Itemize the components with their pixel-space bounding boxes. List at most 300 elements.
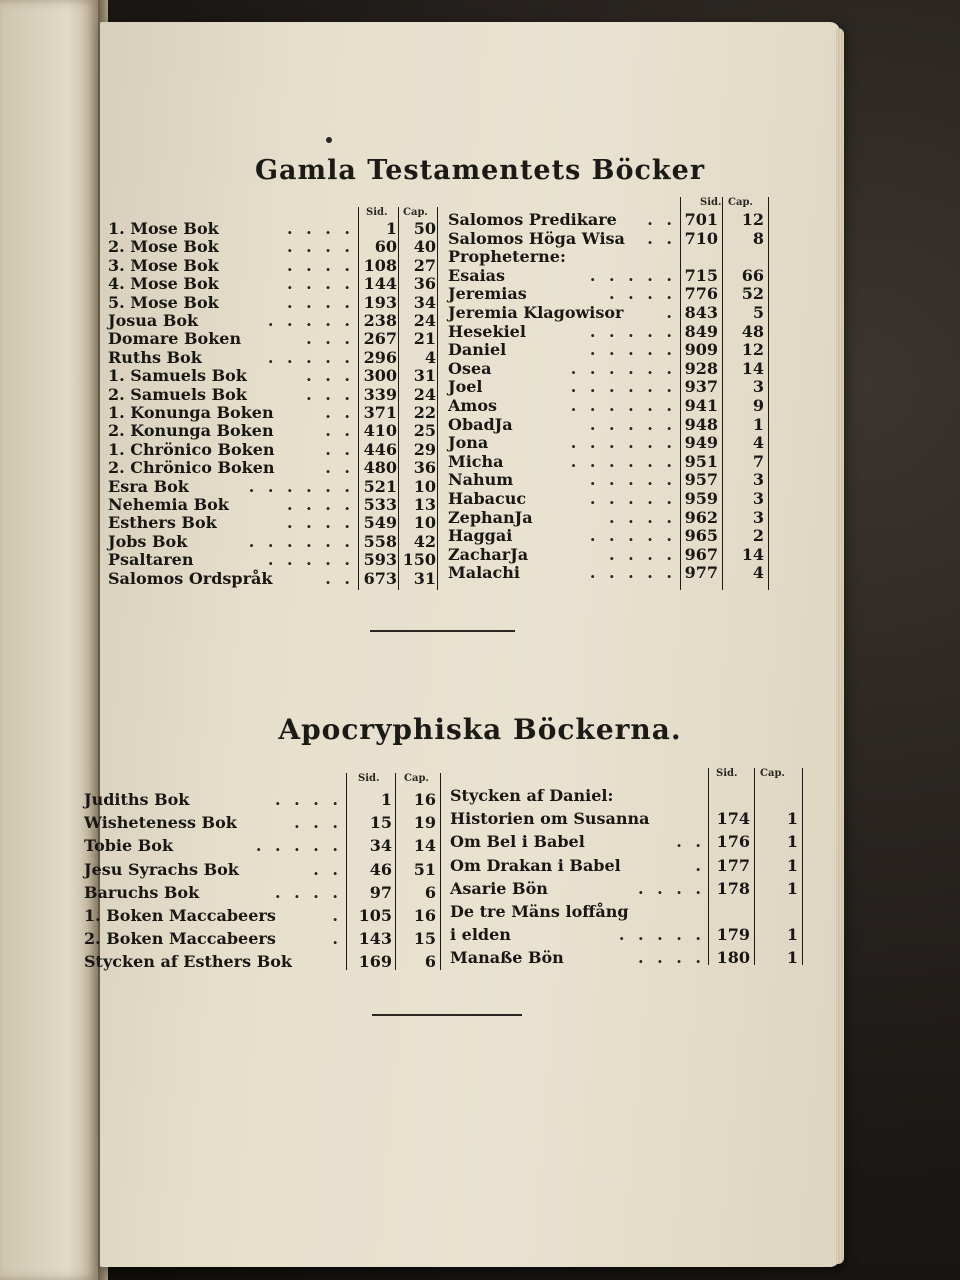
chapter-count: 21 xyxy=(413,329,436,349)
ot-right-cap-header: Cap. xyxy=(728,197,753,208)
book-name: 2. Chrönico Boken xyxy=(108,458,275,478)
table-row xyxy=(450,902,810,922)
table-row xyxy=(108,550,438,570)
table-row xyxy=(450,879,810,899)
table-row xyxy=(450,786,810,806)
page-number: 959 xyxy=(684,489,718,508)
table-row xyxy=(448,396,778,416)
leader-dots: . . . . . xyxy=(589,563,676,583)
book-name: ZacharJa xyxy=(448,544,529,564)
chapter-count: 6 xyxy=(424,882,436,902)
chapter-count: 36 xyxy=(413,458,436,478)
leader-dots: . . . xyxy=(294,813,342,833)
page-number: 937 xyxy=(684,377,718,397)
ot-left-rule-2 xyxy=(398,207,399,590)
leader-dots: . . . . . . xyxy=(248,531,354,551)
table-row xyxy=(448,359,778,379)
book-name: ObadJa xyxy=(448,414,513,434)
table-row xyxy=(448,377,778,397)
table-row xyxy=(108,477,438,497)
chapter-count: 36 xyxy=(413,274,436,294)
table-row xyxy=(448,545,778,565)
table-row xyxy=(448,415,778,435)
book-name: Judiths Bok xyxy=(84,790,190,809)
chapter-count: 13 xyxy=(413,495,436,514)
leader-dots: . . . . . . xyxy=(570,377,676,397)
section-divider-1 xyxy=(370,630,515,632)
chapter-count: 1 xyxy=(786,832,798,852)
leader-dots: . . . . xyxy=(287,255,354,275)
book-name: Manaße Bön xyxy=(450,948,564,968)
chapter-count: 3 xyxy=(752,377,764,397)
page-number: 174 xyxy=(716,809,750,829)
page-number: 267 xyxy=(363,329,397,349)
book-name: Jesu Syrachs Bok xyxy=(84,859,239,879)
leader-dots: . . . . . . xyxy=(248,476,354,496)
page-number: 1 xyxy=(385,219,397,238)
leader-dots: . . xyxy=(325,458,354,478)
page-number: 776 xyxy=(684,284,718,304)
book-name: Psaltaren xyxy=(108,550,194,570)
table-row xyxy=(448,563,778,583)
chapter-count: 31 xyxy=(413,568,436,588)
book-name: Hesekiel xyxy=(448,321,526,341)
apo-right-rule-2 xyxy=(754,768,755,965)
book-name: Ruths Bok xyxy=(108,347,202,367)
page-number: 60 xyxy=(374,237,397,257)
book-name: Esthers Bok xyxy=(108,513,217,533)
chapter-count: 1 xyxy=(752,414,764,434)
page-number: 105 xyxy=(358,906,392,925)
chapter-count: 40 xyxy=(413,237,436,257)
page-number: 593 xyxy=(363,550,397,570)
page-number: 446 xyxy=(363,439,397,459)
book-name: Haggai xyxy=(448,526,513,546)
book-name: Osea xyxy=(448,358,492,378)
page-number: 176 xyxy=(716,832,750,852)
book-name: Tobie Bok xyxy=(84,836,174,856)
page-number: 549 xyxy=(363,513,397,533)
leader-dots: . . . . xyxy=(638,878,705,898)
book-name: Jobs Bok xyxy=(108,531,188,551)
leader-dots: . . . . xyxy=(287,513,354,533)
leader-dots: . . . . xyxy=(609,507,676,527)
page-number: 962 xyxy=(684,507,718,527)
book-name: 5. Mose Bok xyxy=(108,292,219,312)
chapter-count: 12 xyxy=(741,210,764,229)
page-number: 15 xyxy=(369,813,392,833)
table-row xyxy=(84,929,439,949)
page-number: 34 xyxy=(369,836,392,856)
leader-dots: . . . . . xyxy=(267,311,354,330)
chapter-count: 150 xyxy=(402,550,436,570)
table-row xyxy=(108,385,438,405)
page-number: 169 xyxy=(358,952,392,972)
book-name: 1. Mose Bok xyxy=(108,219,219,238)
book-name: Historien om Susanna xyxy=(450,809,650,829)
ot-right-rule-3 xyxy=(768,197,769,590)
book-name: Propheterne: xyxy=(448,247,566,267)
page-number: 144 xyxy=(363,274,397,294)
leader-dots: . . . . . xyxy=(589,414,676,434)
leader-dots: . . . . . . xyxy=(570,451,676,471)
leader-dots: . . xyxy=(325,421,354,441)
chapter-count: 50 xyxy=(413,219,436,238)
apo-right-rule-3 xyxy=(802,768,803,965)
chapter-count: 19 xyxy=(413,813,436,833)
table-row xyxy=(448,433,778,453)
ot-right-sid-header: Sid. xyxy=(700,197,722,208)
leader-dots: . . . xyxy=(306,366,354,386)
table-row xyxy=(448,284,778,304)
book-name: Joel xyxy=(448,377,483,397)
apo-title: Apocryphiska Böckerna. xyxy=(278,713,682,746)
leader-dots: . . . . xyxy=(275,790,342,809)
page-number: 949 xyxy=(684,433,718,453)
leader-dots: . xyxy=(332,906,342,925)
chapter-count: 4 xyxy=(424,347,436,367)
page-number: 951 xyxy=(684,451,718,471)
page-number: 97 xyxy=(369,882,392,902)
chapter-count: 10 xyxy=(413,476,436,496)
table-row xyxy=(450,856,810,876)
chapter-count: 29 xyxy=(413,439,436,459)
chapter-count: 14 xyxy=(741,544,764,564)
table-row xyxy=(84,790,439,810)
chapter-count: 6 xyxy=(424,952,436,972)
chapter-count: 1 xyxy=(786,878,798,898)
page-number: 849 xyxy=(684,321,718,341)
chapter-count: 42 xyxy=(413,531,436,551)
table-row xyxy=(448,303,778,323)
table-row xyxy=(108,366,438,386)
table-row xyxy=(108,458,438,478)
book-name: Habacuc xyxy=(448,489,527,508)
chapter-count: 16 xyxy=(413,790,436,809)
page-number: 193 xyxy=(363,292,397,312)
chapter-count: 3 xyxy=(752,489,764,508)
chapter-count: 1 xyxy=(786,809,798,829)
page-number: 948 xyxy=(684,414,718,434)
ot-left-rule-1 xyxy=(358,207,359,590)
book-name: 4. Mose Bok xyxy=(108,274,219,294)
leader-dots: . . xyxy=(325,568,354,588)
page-number: 108 xyxy=(363,255,397,275)
chapter-count: 48 xyxy=(741,321,764,341)
chapter-count: 10 xyxy=(413,513,436,533)
leader-dots: . . xyxy=(313,859,342,879)
table-row xyxy=(108,348,438,368)
chapter-count: 1 xyxy=(786,948,798,968)
book-name: 2. Mose Bok xyxy=(108,237,219,257)
apo-left-rule-1 xyxy=(346,773,347,970)
chapter-count: 4 xyxy=(752,563,764,583)
book-name: Malachi xyxy=(448,563,520,583)
leader-dots: . . xyxy=(676,832,705,852)
apo-left-rule-3 xyxy=(440,773,441,970)
table-row xyxy=(448,247,778,267)
book-name: 1. Boken Maccabeers xyxy=(84,906,276,925)
leader-dots: . . . . xyxy=(287,495,354,514)
book-name: 3. Mose Bok xyxy=(108,255,219,275)
page-stack-edge xyxy=(836,28,844,1264)
leader-dots: . . . . . xyxy=(589,321,676,341)
page-number: 715 xyxy=(684,265,718,285)
leader-dots: . . . . . xyxy=(255,836,342,856)
leader-dots: . . . . xyxy=(287,237,354,257)
book-name: Jeremias xyxy=(448,284,527,304)
page-number: 843 xyxy=(684,303,718,322)
chapter-count: 66 xyxy=(741,265,764,285)
leader-dots: . . . . . xyxy=(589,526,676,546)
book-name: 1. Chrönico Boken xyxy=(108,439,275,459)
chapter-count: 22 xyxy=(413,403,436,422)
book-name: Om Bel i Babel xyxy=(450,832,585,852)
page-number: 178 xyxy=(716,878,750,898)
ornament-dot xyxy=(326,137,332,143)
page-number: 371 xyxy=(363,403,397,422)
chapter-count: 52 xyxy=(741,284,764,304)
table-row xyxy=(448,210,778,230)
table-row xyxy=(108,440,438,460)
leader-dots: . xyxy=(666,303,676,322)
table-row xyxy=(448,229,778,249)
apo-left-sid-header: Sid. xyxy=(358,773,380,784)
leader-dots: . . . . xyxy=(275,882,342,902)
table-row xyxy=(450,948,810,968)
apo-right-cap-header: Cap. xyxy=(760,768,785,779)
leader-dots: . . . . . . xyxy=(570,433,676,453)
page-number: 177 xyxy=(716,855,750,875)
book-name: Daniel xyxy=(448,340,507,360)
page-number: 238 xyxy=(363,311,397,330)
book-name: i elden xyxy=(450,925,511,945)
leader-dots: . . . . . xyxy=(589,489,676,508)
table-row xyxy=(84,883,439,903)
book-name: De tre Mäns loffång xyxy=(450,902,629,921)
leader-dots: . . . . xyxy=(287,219,354,238)
leader-dots: . . . . . xyxy=(618,925,705,945)
table-row xyxy=(448,266,778,286)
table-row xyxy=(108,293,438,313)
book-name: Esaias xyxy=(448,265,506,285)
apo-right-list xyxy=(450,786,810,966)
ot-left-sid-header: Sid. xyxy=(366,207,388,218)
leader-dots: . . . . . xyxy=(267,550,354,570)
chapter-count: 1 xyxy=(786,925,798,945)
page-number: 521 xyxy=(363,476,397,496)
table-row xyxy=(84,906,439,926)
leader-dots: . . . . xyxy=(609,544,676,564)
page-number: 180 xyxy=(716,948,750,968)
page-number: 941 xyxy=(684,396,718,415)
chapter-count: 14 xyxy=(413,836,436,856)
table-row xyxy=(108,569,438,589)
book-name: Stycken af Esthers Bok xyxy=(84,952,292,972)
ot-right-list xyxy=(448,210,778,590)
book-name: Salomos Höga Wisa xyxy=(448,228,625,248)
book-name: Nehemia Bok xyxy=(108,495,229,514)
page-number: 558 xyxy=(363,531,397,551)
page-number: 296 xyxy=(363,347,397,367)
book-name: 2. Samuels Bok xyxy=(108,384,247,404)
page-number: 300 xyxy=(363,366,397,386)
page-number: 143 xyxy=(358,929,392,949)
leader-dots: . . xyxy=(647,228,676,248)
leader-dots: . . . . xyxy=(638,948,705,968)
table-row xyxy=(450,832,810,852)
book-name: 1. Konunga Boken xyxy=(108,403,274,422)
chapter-count: 8 xyxy=(752,228,764,248)
page-number: 179 xyxy=(716,925,750,945)
book-name: Amos xyxy=(448,396,498,415)
page-number: 710 xyxy=(684,228,718,248)
chapter-count: 2 xyxy=(752,526,764,546)
chapter-count: 7 xyxy=(752,451,764,471)
page-number: 46 xyxy=(369,859,392,879)
chapter-count: 24 xyxy=(413,311,436,330)
table-row xyxy=(448,526,778,546)
leader-dots: . . . . xyxy=(287,292,354,312)
chapter-count: 14 xyxy=(741,358,764,378)
apo-left-cap-header: Cap. xyxy=(404,773,429,784)
table-row xyxy=(450,809,810,829)
section-divider-2 xyxy=(372,1014,522,1016)
table-row xyxy=(448,340,778,360)
book-name: Domare Boken xyxy=(108,329,242,349)
page-number: 957 xyxy=(684,470,718,490)
book-name: Esra Bok xyxy=(108,476,189,496)
page-number: 965 xyxy=(684,526,718,546)
table-row xyxy=(108,219,438,239)
chapter-count: 4 xyxy=(752,433,764,453)
table-row xyxy=(448,452,778,472)
chapter-count: 34 xyxy=(413,292,436,312)
page-number: 339 xyxy=(363,384,397,404)
page-number: 701 xyxy=(684,210,718,229)
book-name: Baruchs Bok xyxy=(84,882,200,902)
chapter-count: 3 xyxy=(752,470,764,490)
book-name: Salomos Predikare xyxy=(448,210,617,229)
book-name: Jeremia Klagowisor xyxy=(448,303,624,322)
chapter-count: 31 xyxy=(413,366,436,386)
table-row xyxy=(450,925,810,945)
table-row xyxy=(108,532,438,552)
chapter-count: 3 xyxy=(752,507,764,527)
page-number: 410 xyxy=(363,421,397,441)
leader-dots: . . . . . xyxy=(589,265,676,285)
leader-dots: . . . xyxy=(306,384,354,404)
chapter-count: 5 xyxy=(752,303,764,322)
page-number: 967 xyxy=(684,544,718,564)
leader-dots: . xyxy=(332,929,342,949)
table-row xyxy=(108,237,438,257)
chapter-count: 27 xyxy=(413,255,436,275)
chapter-count: 51 xyxy=(413,859,436,879)
page-number: 909 xyxy=(684,340,718,360)
book-name: Micha xyxy=(448,451,504,471)
ot-right-rule-2 xyxy=(722,197,723,590)
page-number: 533 xyxy=(363,495,397,514)
ot-left-rule-3 xyxy=(437,207,438,590)
book-name: Jona xyxy=(448,433,489,453)
book-name: Josua Bok xyxy=(108,311,199,330)
leader-dots: . . . . . xyxy=(589,470,676,490)
book-page xyxy=(100,22,840,1267)
leader-dots: . . . . . . xyxy=(570,396,676,415)
page-number: 480 xyxy=(363,458,397,478)
leader-dots: . . . . . xyxy=(589,340,676,360)
leader-dots: . . . . . xyxy=(267,347,354,367)
book-name: ZephanJa xyxy=(448,507,533,527)
ot-right-rule-1 xyxy=(680,197,681,590)
page-number: 928 xyxy=(684,358,718,378)
table-row xyxy=(108,256,438,276)
apo-left-rule-2 xyxy=(395,773,396,970)
book-name: Wisheteness Bok xyxy=(84,813,237,833)
table-row xyxy=(84,860,439,880)
book-name: Nahum xyxy=(448,470,514,490)
leader-dots: . . xyxy=(325,439,354,459)
table-row xyxy=(448,322,778,342)
leader-dots: . xyxy=(695,855,705,875)
ot-left-list xyxy=(108,219,438,599)
leader-dots: . . xyxy=(647,210,676,229)
book-name: 2. Konunga Boken xyxy=(108,421,274,441)
table-row xyxy=(448,489,778,509)
table-row xyxy=(108,274,438,294)
table-row xyxy=(84,952,439,972)
table-row xyxy=(108,421,438,441)
apo-right-sid-header: Sid. xyxy=(716,768,738,779)
table-row xyxy=(108,495,438,515)
chapter-count: 12 xyxy=(741,340,764,360)
page-number: 977 xyxy=(684,563,718,583)
chapter-count: 25 xyxy=(413,421,436,441)
table-row xyxy=(84,813,439,833)
table-row xyxy=(448,470,778,490)
chapter-count: 9 xyxy=(752,396,764,415)
table-row xyxy=(84,836,439,856)
leader-dots: . . xyxy=(325,403,354,422)
leader-dots: . . . . . . xyxy=(570,358,676,378)
left-page-edge xyxy=(0,0,98,1280)
book-name: Om Drakan i Babel xyxy=(450,855,621,875)
leader-dots: . . . xyxy=(306,329,354,349)
book-name: Asarie Bön xyxy=(450,878,548,898)
ot-left-cap-header: Cap. xyxy=(403,207,428,218)
chapter-count: 1 xyxy=(786,855,798,875)
table-row xyxy=(108,513,438,533)
table-row xyxy=(448,508,778,528)
leader-dots: . . . . xyxy=(287,274,354,294)
book-name: 2. Boken Maccabeers xyxy=(84,929,276,949)
book-name: Stycken af Daniel: xyxy=(450,786,614,805)
apo-left-list xyxy=(84,790,439,970)
apo-right-rule-1 xyxy=(708,768,709,965)
ot-title: Gamla Testamentets Böcker xyxy=(254,155,706,186)
book-name: Salomos Ordspråk xyxy=(108,568,273,588)
chapter-count: 15 xyxy=(413,929,436,949)
table-row xyxy=(108,311,438,331)
leader-dots: . . . . xyxy=(609,284,676,304)
page-number: 673 xyxy=(363,568,397,588)
book-name: 1. Samuels Bok xyxy=(108,366,247,386)
table-row xyxy=(108,403,438,423)
table-row xyxy=(108,329,438,349)
chapter-count: 16 xyxy=(413,906,436,925)
page-number: 1 xyxy=(380,790,392,809)
